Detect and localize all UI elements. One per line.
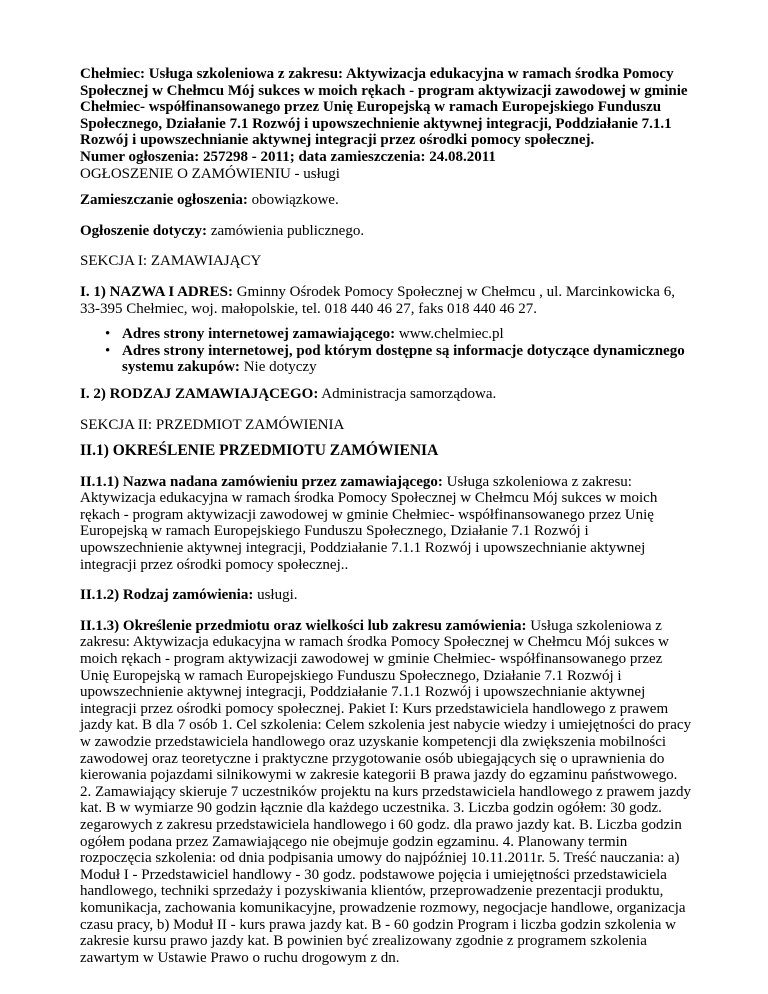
- order-name-label: II.1.1) Nazwa nadana zamówieniu przez zamawiającego:: [80, 473, 443, 490]
- order-kind-row: [80, 587, 692, 604]
- placement-row: [80, 192, 692, 209]
- order-scope-row: [80, 618, 692, 966]
- address-list: [80, 326, 692, 376]
- dps-website-value: Nie dotyczy: [243, 359, 317, 376]
- notice-number: Numer ogłoszenia: 257298 - 2011; data zamieszczenia: 24.08.2011: [80, 148, 496, 165]
- list-item: [122, 343, 692, 376]
- section2-title: SEKCJA II: PRZEDMIOT ZAMÓWIENIA: [80, 416, 345, 433]
- section1-name-row: [80, 284, 692, 317]
- order-name-value: Usługa szkoleniowa z zakresu: Aktywizacja edukacyjna w ramach środka Pomocy Społecznej w Chełmcu Mój sukces w moich rękach - program aktywizacji zawodowej w gminie Chełmiec- współfinansowanego przez Unię Europejską w ramach Europejskiego Funduszu Społecznego, Działanie 7.1 Rozwój i upowszechnienie aktywnej integracji, Poddziałanie 7.1.1 Rozwój i upowszechnianie aktywnej integracji przez ośrodki pomocy społecznej..: [80, 473, 658, 573]
- dps-website-label: Adres strony internetowej, pod którym dostępne są informacje dotyczące dynamicznego systemu zakupów:: [122, 342, 685, 376]
- section1-name-label: I. 1) NAZWA I ADRES:: [80, 283, 233, 300]
- concerns-label: Ogłoszenie dotyczy:: [80, 222, 208, 239]
- website-label: Adres strony internetowej zamawiającego:: [122, 326, 396, 343]
- notice-title: Chełmiec: Usługa szkoleniowa z zakresu: Aktywizacja edukacyjna w ramach środka Pomocy Społecznej w Chełmcu Mój sukces w moich rękach - program aktywizacji zawodowej w gminie Chełmiec- współfinansowanego przez Unię Europejską w ramach Europejskiego Funduszu Społecznego, Działanie 7.1 Rozwój i upowszechnienie aktywnej integracji, Poddziałanie 7.1.1 Rozwój i upowszechnianie aktywnej integracji przez ośrodki pomocy społecznej.: [80, 66, 688, 149]
- section1-title: SEKCJA I: ZAMAWIAJĄCY: [80, 253, 262, 270]
- order-scope-value: Usługa szkoleniowa z zakresu: Aktywizacja edukacyjna w ramach środka Pomocy Społecznej w Chełmcu Mój sukces w moich rękach - program aktywizacji zawodowej w gminie Chełmiec- współfinansowanego przez Unię Europejską w ramach Europejskiego Funduszu Społecznego, Działanie 7.1 Rozwój i upowszechnienie aktywnej integracji, Poddziałanie 7.1.1 Rozwój i upowszechnianie aktywnej integracji przez ośrodki pomocy społecznej. Pakiet I: Kurs przedstawiciela handlowego z prawem jazdy kat. B dla 7 osób 1. Cel szkolenia: Celem szkolenia jest nabycie wiedzy i umiejętności do pracy w zawodzie przedstawiciela handlowego oraz uzyskanie kompetencji dla zwiększenia mobilności zawodowej oraz teoretyczne i praktyczne przygotowanie osób ubiegających się o uprawnienia do kierowania pojazdami silnikowymi w zakresie kategorii B prawa jazdy do egzaminu państwowego. 2. Zamawiający skieruje 7 uczestników projektu na kurs przedstawiciela handlowego z prawem jazdy kat. B w wymiarze 90 godzin łącznie dla każdego uczestnika. 3. Liczba godzin ogółem: 30 godz. zegarowych z zakresu przedstawiciela handlowego i 60 godz. dla prawo jazdy kat. B. Liczba godzin ogółem podana przez Zamawiającego nie obejmuje godzin egzaminu. 4. Planowany termin rozpoczęcia szkolenia: od dnia podpisania umowy do najpóźniej 10.11.2011r. 5. Treść nauczania: a) Moduł I - Przedstawiciel handlowy - 30 godz. podstawowe pojęcia i umiejętności przedstawiciela handlowego, techniki sprzedaży i pozyskiwania klientów, przeprowadzenie prezentacji produktu, komunikacja, zachowania komunikacyjne, prowadzenie rozmowy, negocjacje handlowe, organizacja czasu pracy, b) Moduł II - kurs prawa jazdy kat. B - 60 godzin Program i liczba godzin szkolenia w zakresie kursu prawo jazdy kat. B powinien być zrealizowany zgodnie z programem szkolenia zawartym w Ustawie Prawo o ruchu drogowym z dn.: [80, 617, 692, 966]
- section1-type-row: [80, 386, 692, 403]
- list-item: [122, 326, 692, 343]
- order-kind-value: usługi.: [257, 587, 298, 604]
- website-value: www.chelmiec.pl: [398, 326, 504, 343]
- concerns-value: zamówienia publicznego.: [210, 222, 365, 239]
- section1-type-value: Administracja samorządowa.: [321, 385, 497, 402]
- section1-type-label: I. 2) RODZAJ ZAMAWIAJĄCEGO:: [80, 385, 319, 402]
- notice-type: OGŁOSZENIE O ZAMÓWIENIU - usługi: [80, 165, 340, 182]
- notice-header: [80, 66, 692, 182]
- placement-value: obowiązkowe.: [251, 192, 339, 209]
- notice-page: [80, 66, 692, 966]
- order-name-row: [80, 474, 692, 574]
- order-scope-label: II.1.3) Określenie przedmiotu oraz wielkości lub zakresu zamówienia:: [80, 617, 527, 634]
- order-kind-label: II.1.2) Rodzaj zamówienia:: [80, 587, 254, 604]
- placement-label: Zamieszczanie ogłoszenia:: [80, 192, 248, 209]
- section1-name-value: Gminny Ośrodek Pomocy Społecznej w Chełmcu , ul. Marcinkowicka 6, 33-395 Chełmiec, woj. małopolskie, tel. 018 440 46 27, faks 018 440 46 27.: [80, 283, 675, 317]
- section2-subtitle: II.1) OKREŚLENIE PRZEDMIOTU ZAMÓWIENIA: [80, 442, 439, 460]
- concerns-row: [80, 223, 692, 240]
